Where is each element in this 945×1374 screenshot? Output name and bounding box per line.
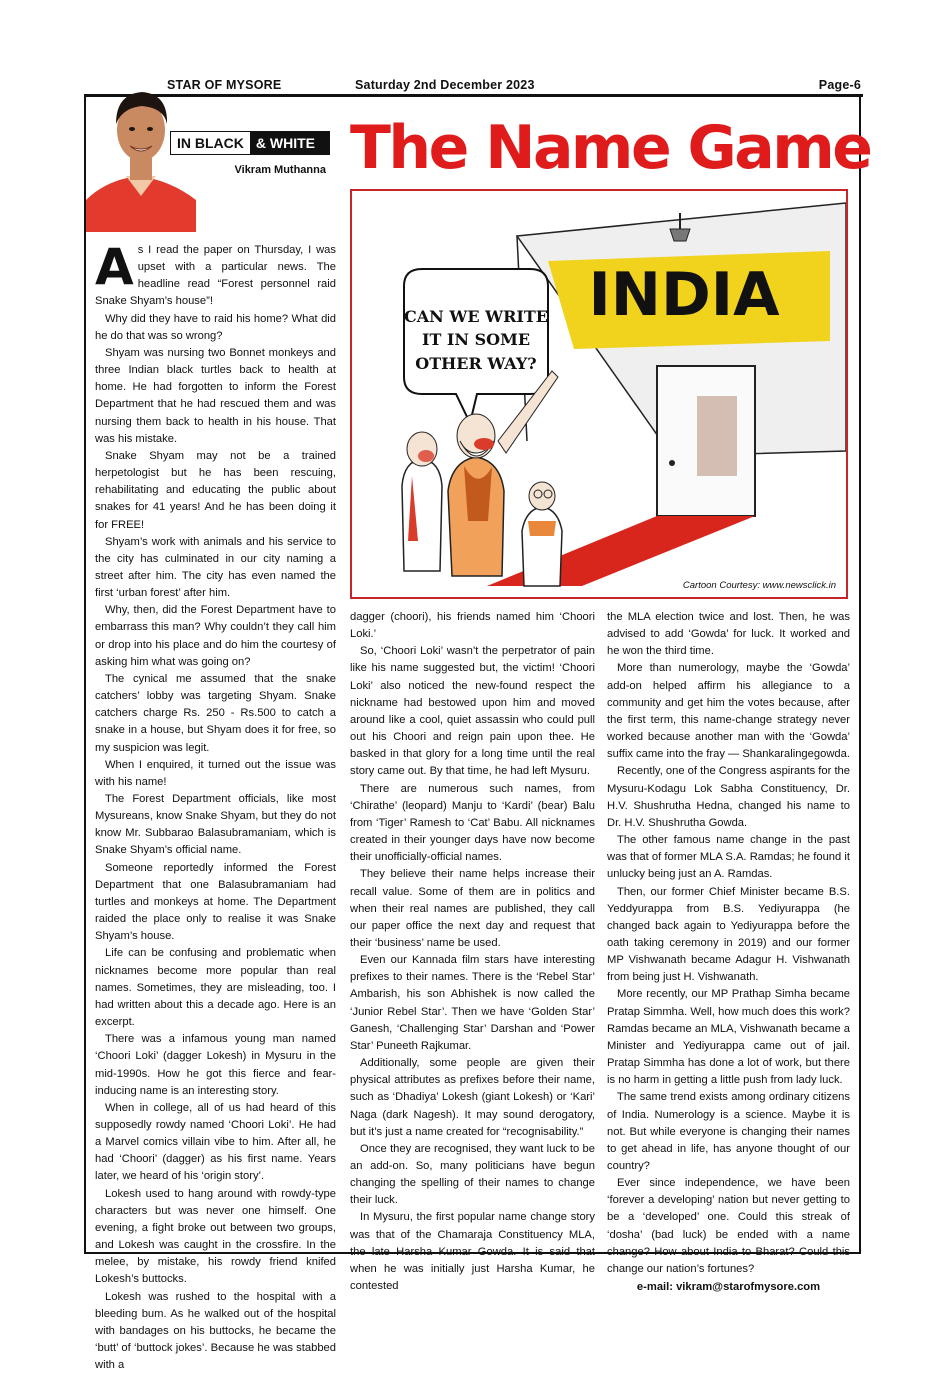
- paragraph: Even our Kannada film stars have interesting prefixes to their names. There is the ‘Rebel Star’ Ambarish, his son Abhishek is now called the ‘Junior Rebel Star’. Then we have ‘Golden Star’ Ganesh, ‘Challenging Star’ Darshan and ‘Power Star’ Puneeth Rajkumar.: [350, 954, 595, 1052]
- paragraph: dagger (choori), his friends named him ‘Choori Loki.’: [350, 611, 595, 641]
- paragraph: Then, our former Chief Minister became B.S. Yeddyurappa from B.S. Yediyurappa (he changed back again to Yediyurappa before the oath taking ceremony in 2019) and our former MP Vishwanath became Adagur H. Vishwanath from being just H. Vishwanath.: [607, 885, 850, 984]
- column-label-white: & WHITE: [250, 132, 329, 154]
- paragraph: Shyam was nursing two Bonnet monkeys and three Indian black turtles back to health at home. He had forgotten to inform the Forest Department that he had rescued them and was nursing them back to health in his house. That was his mistake.: [95, 346, 336, 445]
- india-sign-text: INDIA: [588, 260, 780, 330]
- paragraph: the MLA election twice and lost. Then, he was advised to add ‘Gowda’ for luck. It worked and he won the third time.: [607, 611, 850, 658]
- paragraph: Why, then, did the Forest Department have to embarrass this man? Why couldn’t they call him or drop into his place and do him the courtesy of asking him what was going on?: [95, 604, 336, 668]
- paragraph: There was a infamous young man named ‘Choori Loki’ (dagger Lokesh) in Mysuru in the mid-1990s. How he got this fierce and fear-inducing name is an interesting story.: [95, 1033, 336, 1097]
- paragraph: Once they are recognised, they want luck to be an add-on. So, many politicians have begun changing the spelling of their names to change their luck.: [350, 1142, 595, 1207]
- author-name: Vikram Muthanna: [234, 164, 326, 176]
- paragraph: When I enquired, it turned out the issue was with his name!: [95, 758, 336, 788]
- paragraph: In Mysuru, the first popular name change story was that of the Chamaraja Constituency MLA, the late Harsha Kumar Gowda. It is said that when he was initially just Harsha Kumar, he contested: [350, 1211, 595, 1293]
- paragraph: There are numerous such names, from ‘Chirathe’ (leopard) Manju to ‘Kardi’ (bear) Balu from ‘Tiger’ Ramesh to ‘Cat’ Babu. All nicknames created in their younger days have now become their unofficially-official names.: [350, 782, 595, 864]
- bubble-line-3: OTHER WAY?: [415, 354, 537, 373]
- paragraph: The Forest Department officials, like most Mysureans, know Snake Shyam, but they do not know Mr. Subbarao Balasubramaniam, which is Snake Shyam’s official name.: [95, 793, 336, 857]
- column-label-black: IN BLACK: [171, 132, 250, 154]
- page-number: Page-6: [818, 78, 861, 92]
- paragraph: More than numerology, maybe the ‘Gowda’ add-on helped affirm his allegiance to a community and get him the votes because, after the first term, this name-change strategy never worked because another man with the ‘Gowda’ suffix came into the fray — Shankaralingegowda.: [607, 662, 850, 761]
- paragraph: Life can be confusing and problematic when nicknames become more popular than real names. Sometimes, they are misleading, too. I had written about this a decade ago. Here is an excerpt.: [95, 947, 336, 1029]
- paragraph: Lokesh used to hang around with rowdy-type characters but was never one himself. One evening, a fight broke out between two groups, and Lokesh was caught in the crossfire. In the melee, by mistake, his rowdy friend knifed Lokesh’s buttocks.: [95, 1187, 336, 1286]
- paragraph: Snake Shyam may not be a trained herpetologist but he has been rescuing, rehabilitating and educating the public about snakes for 41 years! And he has been doing it for FREE!: [95, 449, 336, 531]
- paragraph: The cynical me assumed that the snake catchers’ lobby was targeting Shyam. Snake catchers charge Rs. 250 - Rs.500 to catch a snake in a house, but Shyam does it for free, so my suspicion was legit.: [95, 672, 336, 754]
- paragraph: The other famous name change in the past was that of former MLA S.A. Ramdas; he found it unlucky being just an A. Ramdas.: [607, 834, 850, 881]
- article-column-1: [95, 238, 336, 1374]
- author-email[interactable]: e-mail: vikram@starofmysore.com: [636, 1281, 821, 1294]
- cartoon-credit: Cartoon Courtesy: www.newsclick.in: [682, 580, 836, 591]
- article-column-2: [350, 609, 595, 1295]
- paragraph: Someone reportedly informed the Forest Department that one Balasubramaniam had turtles and monkeys at home. The Department raided the place only to realise it was Snake Shyam’s house.: [95, 861, 336, 943]
- paragraph: Additionally, some people are given their physical attributes as prefixes before their name, such as ‘Dhadiya’ Lokesh (giant Lokesh) or ‘Kari’ Naga (dark Nagesh). It may sound derogatory, but it’s just a name created for “recognisability.”: [350, 1057, 595, 1138]
- issue-date: Saturday 2nd December 2023: [355, 78, 535, 92]
- paragraph: More recently, our MP Prathap Simha became Pratap Simmha. Well, how much does this work? Ramdas became an MLA, Vishwanath became a Minister and Yediyurappa came out of jail. Pratap Simmha has done a lot of work, but there is no harm in getting a little push from lady luck.: [607, 988, 850, 1087]
- paragraph: As I read the paper on Thursday, I was upset with a particular news. The headline read “Forest personnel raid Snake Shyam’s house”!: [95, 238, 336, 308]
- paragraph: Why did they have to raid his home? What did he do that was so wrong?: [95, 312, 336, 342]
- cartoon: [350, 189, 848, 599]
- drop-cap: A: [95, 238, 134, 296]
- cartoon-figures: [402, 371, 562, 586]
- paragraph: The same trend exists among ordinary citizens of India. Numerology is a science. Maybe it is not. But while everyone is changing their names to get ahead in life, has anyone thought of our country?: [607, 1091, 850, 1172]
- bubble-line-1: CAN WE WRITE: [404, 307, 548, 326]
- paragraph: Recently, one of the Congress aspirants for the Mysuru-Kodagu Lok Sabha Constituency, Dr. H.V. Shushrutha Hedna, changed his name to Dr. H.V. Shushrutha Gowda.: [607, 765, 850, 829]
- paragraph: When in college, all of us had heard of this supposedly rowdy named ‘Choori Loki’. He had a Marvel comics villain vibe to him. After all, he had ‘Choori’ (dagger) as his first name. Years later, we heard of his ‘origin story’.: [95, 1101, 336, 1183]
- cartoon-illustration: [352, 191, 846, 597]
- paragraph: Lokesh was rushed to the hospital with a bleeding bum. As he walked out of the hospital with bandages on his buttocks, he became the ‘butt’ of ‘buttock jokes’. Because he was stabbed with a: [95, 1290, 336, 1372]
- paragraph: So, ‘Choori Loki’ wasn’t the perpetrator of pain like his name suggested but, the victim! ‘Choori Loki’ also noticed the new-found respect the nickname had bestowed upon him and moved around like a cool, quiet assassin who could pull out his Choori and reign pain upon thee. He basked in that glory for a long time until the real story came out. By that time, he had left Mysuru.: [350, 645, 595, 778]
- paragraph: They believe their name helps increase their recall value. Some of them are in politics and when their real names are published, they call our paper office the next day and request that their ‘business’ name be used.: [350, 868, 595, 949]
- article-column-3: [607, 609, 850, 1296]
- publication-name: STAR OF MYSORE: [167, 78, 282, 92]
- bubble-line-2: IT IN SOME: [421, 330, 531, 349]
- headline: The Name Game: [350, 113, 871, 183]
- column-label: [170, 131, 330, 155]
- paragraph: Ever since independence, we have been ‘forever a developing’ nation but never getting to be a ‘developed’ one. Could this streak of ‘dosha’ (bad luck) be ended with a name change? How about India to Bharat? Could this change our nation’s fortunes?: [607, 1177, 850, 1275]
- paragraph: Shyam’s work with animals and his service to the city has culminated in our city naming a street after him. The city has even named the first ‘urban forest’ after him.: [95, 535, 336, 600]
- column-tag: [170, 131, 330, 176]
